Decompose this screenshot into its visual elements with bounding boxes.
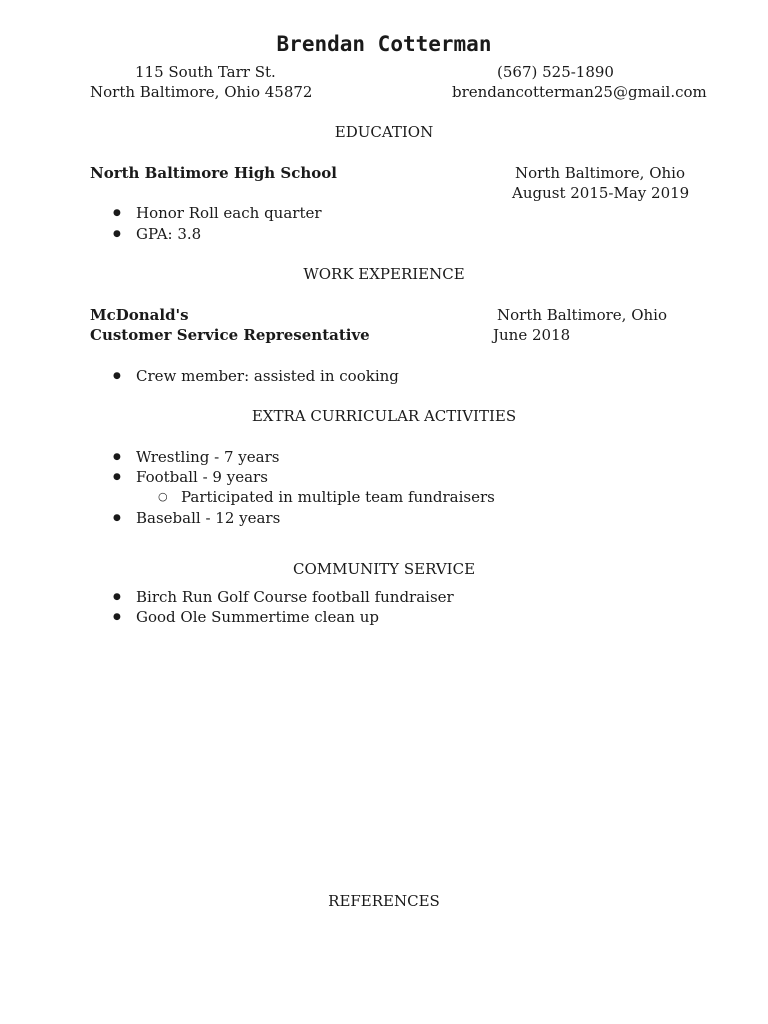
list-item: ● Honor Roll each quarter — [136, 203, 322, 223]
list-item: ● Wrestling - 7 years — [136, 447, 279, 467]
school-name: North Baltimore High School — [90, 164, 338, 182]
list-item: ● GPA: 3.8 — [136, 224, 201, 244]
school-dates: August 2015-May 2019 — [512, 184, 690, 202]
employer-name: McDonald's — [90, 306, 189, 324]
resume-name: Brendan Cotterman — [276, 32, 492, 56]
school-location: North Baltimore, Ohio — [515, 164, 685, 182]
job-title: Customer Service Representative — [90, 326, 370, 344]
community-service-heading: COMMUNITY SERVICE — [292, 560, 476, 578]
education-heading: EDUCATION — [334, 123, 434, 141]
email-address: brendancotterman25@gmail.com — [452, 83, 707, 101]
work-experience-heading: WORK EXPERIENCE — [303, 265, 465, 283]
job-date: June 2018 — [493, 326, 571, 344]
list-item: ● Football - 9 years — [136, 467, 268, 487]
list-item: ● Crew member: assisted in cooking — [136, 366, 399, 386]
references-heading: REFERENCES — [328, 892, 440, 910]
street-address: 115 South Tarr St. — [135, 63, 276, 81]
list-item: ● Birch Run Golf Course football fundraiser — [136, 587, 454, 607]
city-state-zip: North Baltimore, Ohio 45872 — [90, 83, 313, 101]
list-item: ● Good Ole Summertime clean up — [136, 607, 379, 627]
list-item: ● Baseball - 12 years — [136, 508, 280, 528]
sub-list-item: ○ Participated in multiple team fundraisers — [181, 487, 495, 507]
phone-number: (567) 525-1890 — [497, 63, 614, 81]
job-location: North Baltimore, Ohio — [497, 306, 667, 324]
extracurricular-heading: EXTRA CURRICULAR ACTIVITIES — [251, 407, 517, 425]
